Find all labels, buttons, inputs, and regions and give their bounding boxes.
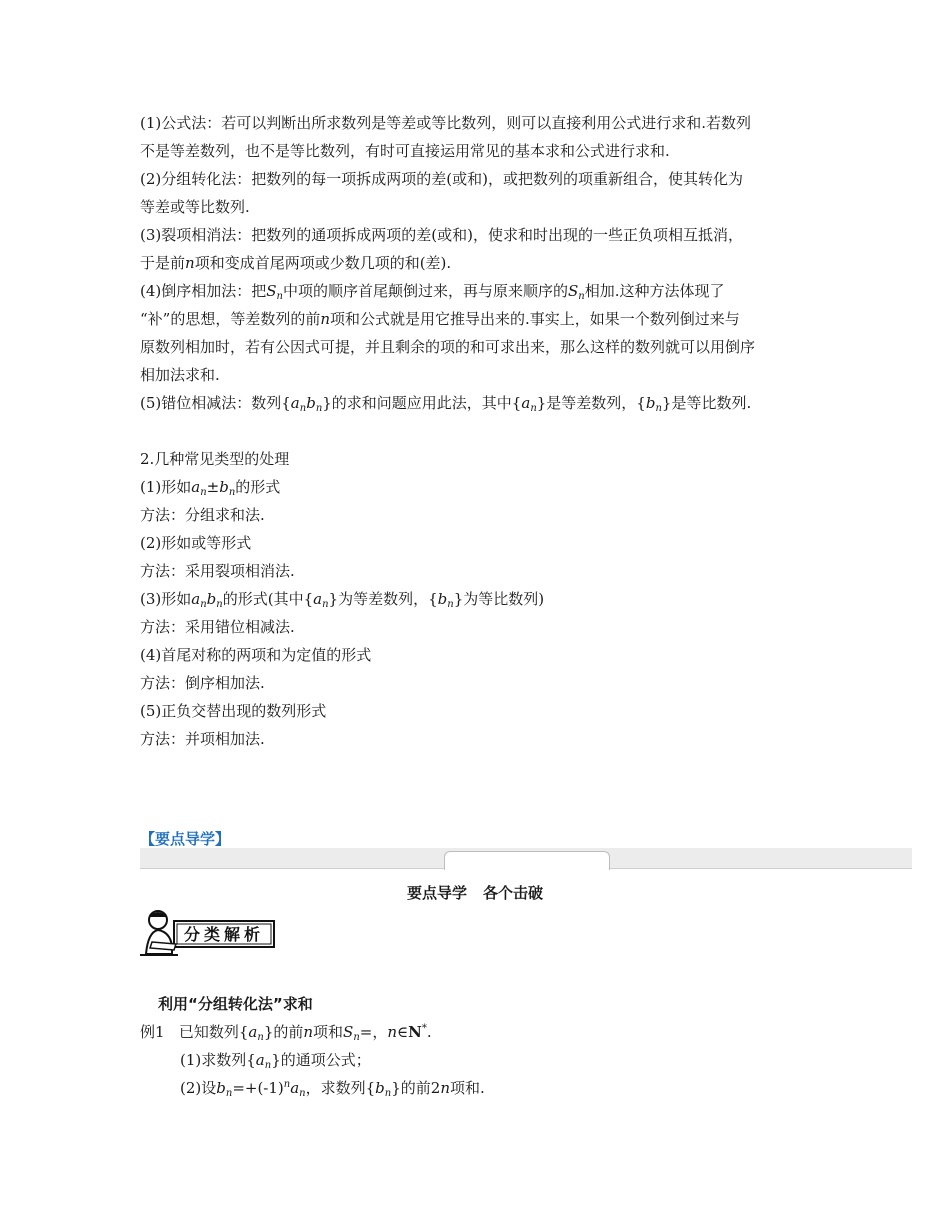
type-3-method: 方法：采用错位相减法. [140,618,295,636]
example-1-question-1: (1)求数列$\{a_n\}$的通项公式； [180,1051,371,1071]
example-1-statement: 例1 已知数列$\{a_n\}$的前n项和$S_n=$，n∈N*. [140,1023,432,1043]
method-1-line-2: 不是等差数列，也不是等比数列，有时可直接运用常见的基本求和公式进行求和. [140,142,670,160]
guide-title: 要点导学 各个击破 [406,884,544,902]
type-2: (2)形如或等形式 [140,534,252,552]
method-5-line: (5)错位相减法：数列$\{a_nb_n\}$的求和问题应用此法，其中$\{a_n\}$是等差数列，$\{b_n\}$是等比数列. [140,394,752,414]
type-3: (3)形如$a_nb_n$的形式(其中$\{a_n\}$为等差数列，$\{b_n\}$为等比数列) [140,590,545,610]
type-4: (4)首尾对称的两项和为定值的形式 [140,646,372,664]
guide-label: 【要点导学】 [140,830,231,848]
category-analysis-logo [138,906,278,958]
type-1: (1)形如$a_n\pm b_n$的形式 [140,478,281,498]
method-1-line-1: (1)公式法：若可以判断出所求数列是等差或等比数列，则可以直接利用公式进行求和.若数列 [140,114,752,132]
type-4-method: 方法：倒序相加法. [140,674,265,692]
method-2-line-2: 等差或等比数列. [140,198,250,216]
types-title: 2.几种常见类型的处理 [140,450,290,468]
method-4-line-3: 原数列相加时，若有公因式可提，并且剩余的项的和可求出来，那么这样的数列就可以用倒序 [140,338,756,356]
example-1-question-2: (2)设$b_n=+(-1)^na_n$，求数列$\{b_n\}$的前2n项和. [180,1079,485,1099]
type-1-method: 方法：分组求和法. [140,506,265,524]
method-4-line-4: 相加法求和. [140,366,220,384]
method-4-line-2: “补”的思想，等差数列的前n项和公式就是用它推导出来的.事实上，如果一个数列倒过来与 [140,310,740,328]
logo-text: 分类解析 [183,925,265,944]
type-5: (5)正负交替出现的数列形式 [140,702,327,720]
type-5-method: 方法：并项相加法. [140,730,265,748]
method-2-line-1: (2)分组转化法：把数列的每一项拆成两项的差(或和)，或把数列的项重新组合，使其转化为 [140,170,743,188]
method-4-line-1: (4)倒序相加法：把$S_n$中项的顺序首尾颠倒过来，再与原来顺序的$S_n$相加.这种方法体现了 [140,282,725,302]
method-3-line-1: (3)裂项相消法：把数列的通项拆成两项的差(或和)，使求和时出现的一些正负项相互抵消， [140,226,743,244]
divider-tab [444,851,610,870]
type-2-method: 方法：采用裂项相消法. [140,562,295,580]
method-3-line-2: 于是前n项和变成首尾两项或少数几项的和(差). [140,254,452,272]
section-heading: 利用“分组转化法”求和 [158,995,313,1013]
